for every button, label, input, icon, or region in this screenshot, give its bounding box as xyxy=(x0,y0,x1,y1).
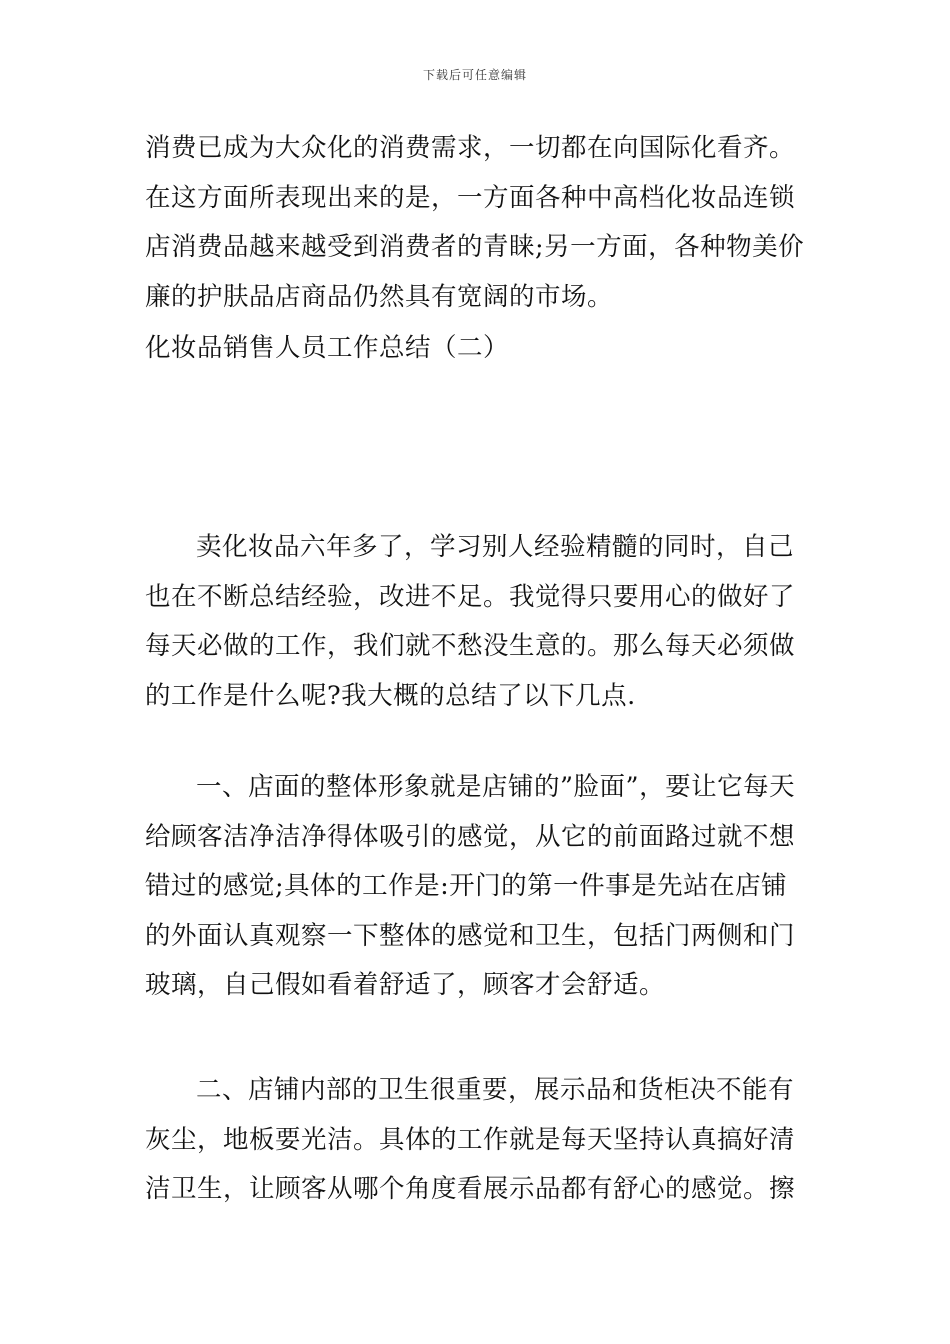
paragraph-2: 一、店面的整体形象就是店铺的”脸面”，要让它每天给顾客洁净洁净得体吸引的感觉，从它的前面路过就不想错过的感觉;具体的工作是:开门的第一件事是先站在店铺的外面认真观察一下整体的感觉和卫生，包括门两侧和门玻璃，自己假如看着舒适了，顾客才会舒适。 xyxy=(145,772,796,1000)
section-title: 化妆品销售人员工作总结（二） xyxy=(145,333,510,363)
intro-paragraph: 消费已成为大众化的消费需求，一切都在向国际化看齐。在这方面所表现出来的是，一方面各种中高档化妆品连锁店消费品越来越受到消费者的青睐;另一方面，各种物美价廉的护肤品店商品仍然具有宽阔的市场。 xyxy=(145,133,805,312)
paragraph-1: 卖化妆品六年多了，学习别人经验精髓的同时，自己也在不断总结经验，改进不足。我觉得只要用心的做好了每天必做的工作，我们就不愁没生意的。那么每天必须做的工作是什么呢?我大概的总结了以下几点. xyxy=(145,532,796,711)
paragraph-3: 二、店铺内部的卫生很重要，展示品和货柜决不能有灰尘，地板要光洁。具体的工作就是每天坚持认真搞好清洁卫生，让顾客从哪个角度看展示品都有舒心的感觉。擦 xyxy=(145,1075,796,1204)
page-header-note: 下载后可任意编辑 xyxy=(422,68,527,82)
